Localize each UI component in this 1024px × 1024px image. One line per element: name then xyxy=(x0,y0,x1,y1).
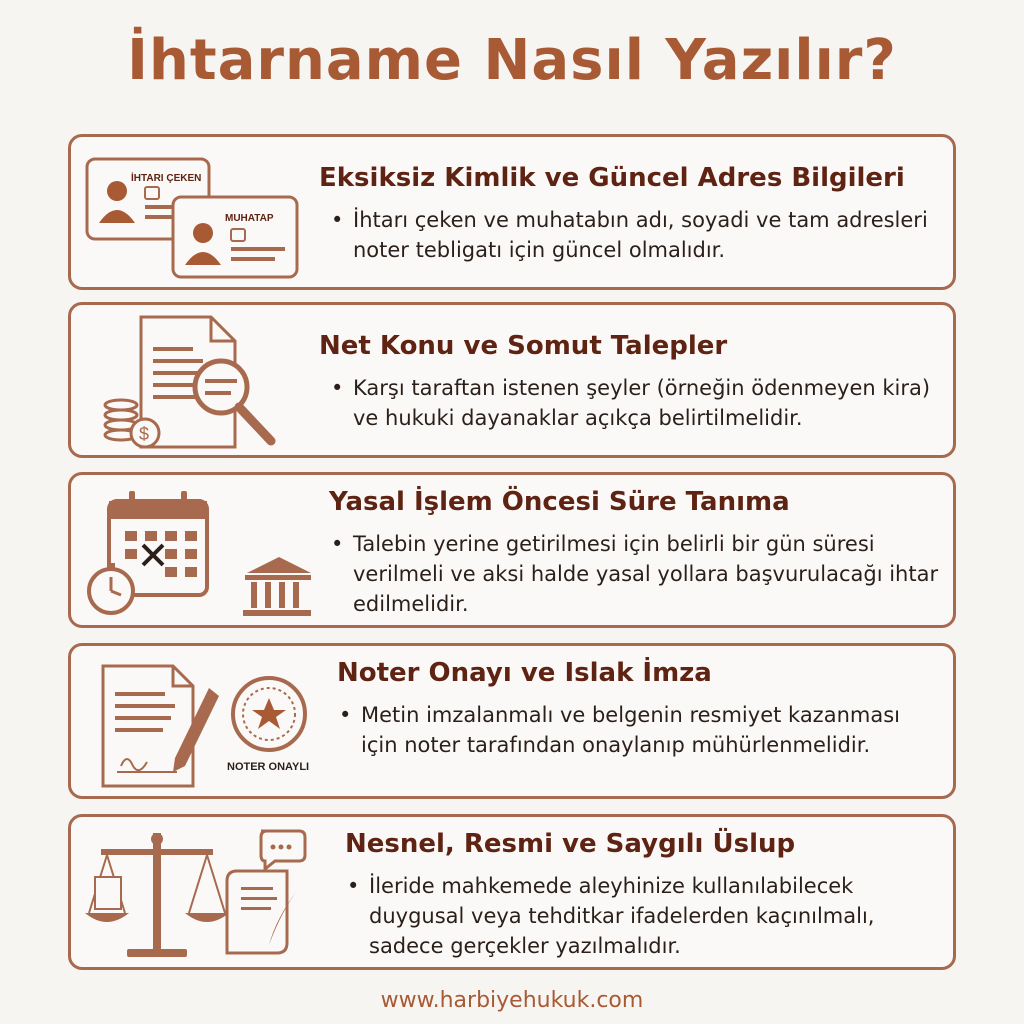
card-text: • Karşı taraftan istenen şeyler (örneğin ödenmeyen kira) ve hukuki dayanaklar açıkça belirtilmelidir. xyxy=(329,373,949,433)
signed-document-seal-icon xyxy=(81,652,311,792)
card-heading: Nesnel, Resmi ve Saygılı Üslup xyxy=(345,829,796,859)
document-magnifier-coins-icon xyxy=(81,311,311,451)
card-heading: Yasal İşlem Öncesi Süre Tanıma xyxy=(329,487,790,517)
card-text: • Talebin yerine getirilmesi için belirli bir gün süresi verilmeli ve aksi halde yasal yollara başvurulacağı ihtar edilmelidir. xyxy=(329,529,949,619)
card-time-limit xyxy=(68,472,956,628)
id-card-label-2: MUHATAP xyxy=(225,213,274,224)
card-identity-address xyxy=(68,134,956,290)
id-card-label-1: İHTARI ÇEKEN xyxy=(131,173,202,184)
svg-text:$: $ xyxy=(139,424,150,444)
footer-website-link[interactable]: www.harbiyehukuk.com xyxy=(380,988,644,1013)
calendar-stopwatch-courthouse-icon xyxy=(81,481,311,621)
card-heading: Eksiksiz Kimlik ve Güncel Adres Bilgileri xyxy=(319,163,905,193)
card-text: • İhtarı çeken ve muhatabın adı, soyadi ve tam adresleri noter tebligatı için güncel olmalıdır. xyxy=(329,205,929,265)
scales-scroll-quill-icon xyxy=(81,823,311,963)
seal-label: NOTER ONAYLI xyxy=(227,761,310,773)
card-text: • Metin imzalanmalı ve belgenin resmiyet kazanması için noter tarafından onaylanıp mühürlenmelidir. xyxy=(337,700,937,760)
card-heading: Net Konu ve Somut Talepler xyxy=(319,331,728,361)
page-title: İhtarname Nasıl Yazılır? xyxy=(127,28,897,93)
card-notary-approval xyxy=(68,643,956,799)
card-subject-demands xyxy=(68,302,956,458)
id-cards-icon xyxy=(81,143,311,283)
card-heading: Noter Onayı ve Islak İmza xyxy=(337,658,712,688)
card-text: • İleride mahkemede aleyhinize kullanılabilecek duygusal veya tehditkar ifadelerden kaçınılmalı, sadece gerçekler yazılmalıdır. xyxy=(345,871,945,961)
card-tone xyxy=(68,814,956,970)
